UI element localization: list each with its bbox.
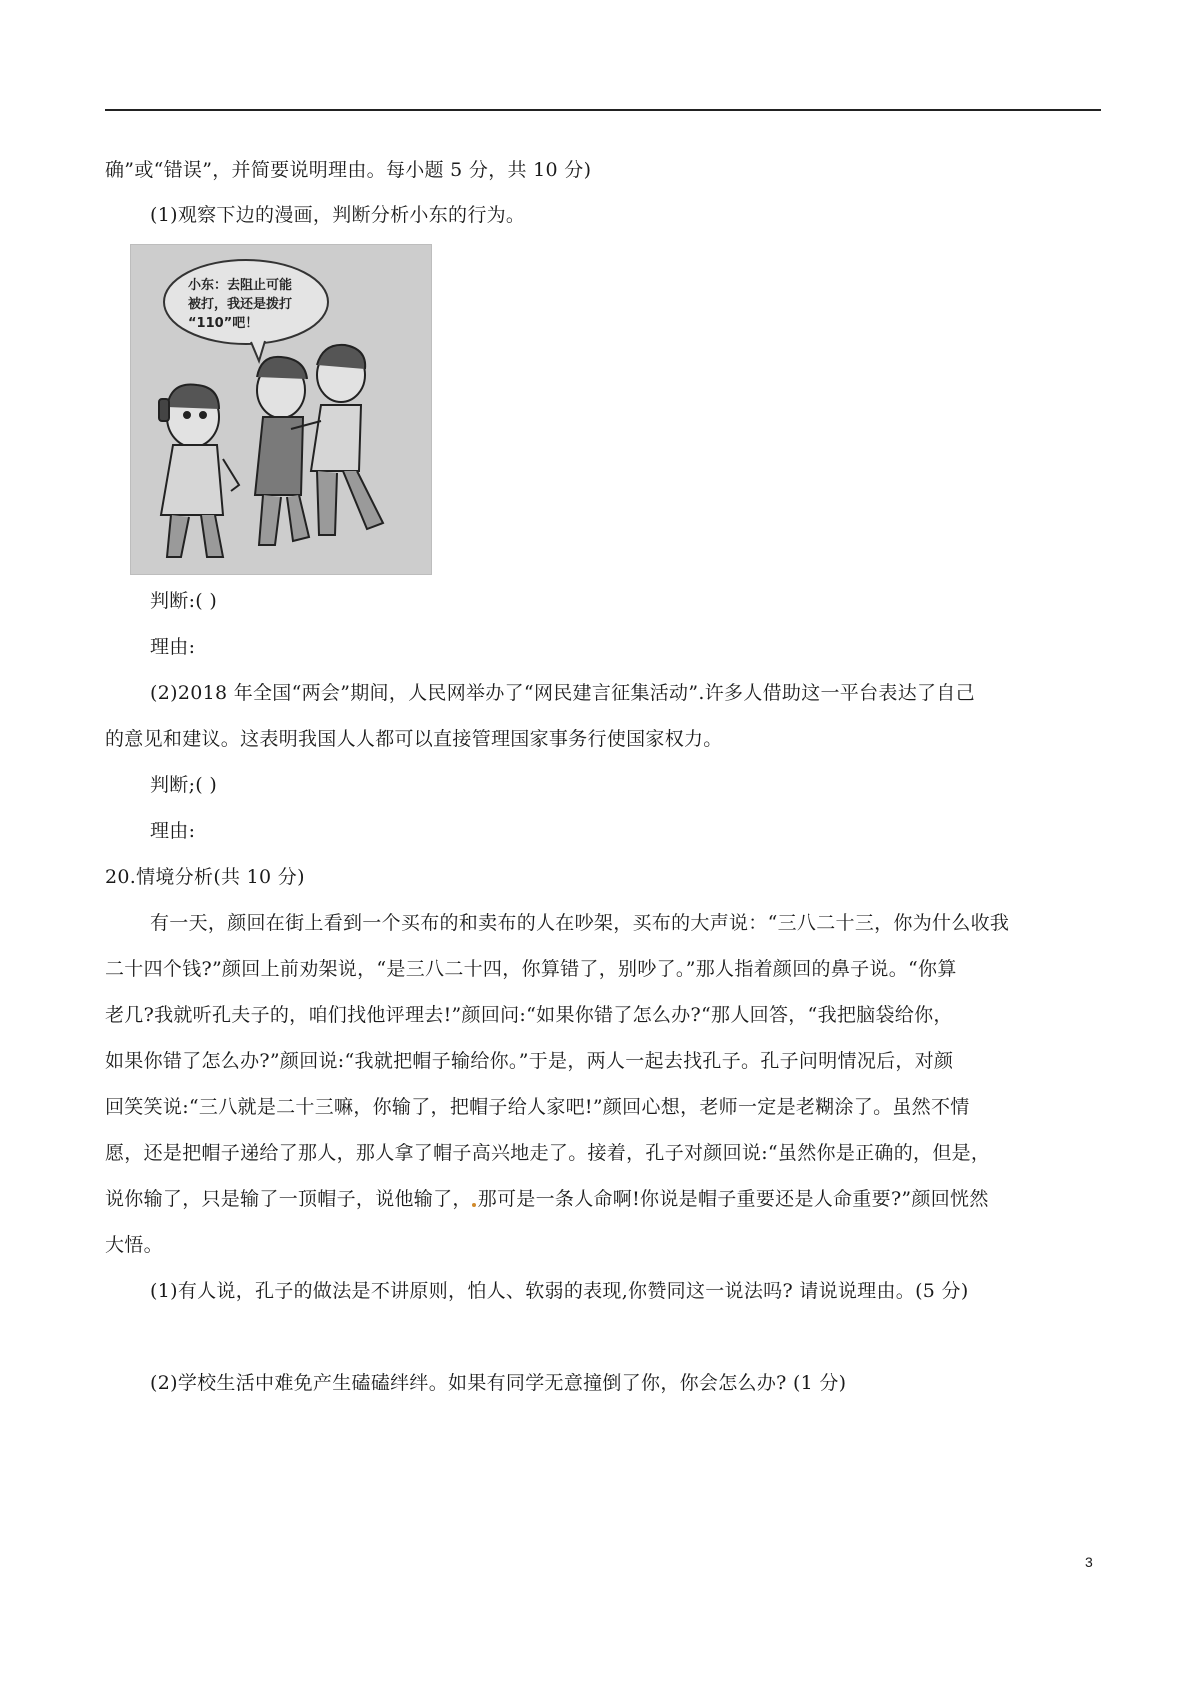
bubble-line-1: 小东：去阻止可能 bbox=[188, 278, 293, 293]
q20-story-line: 老几?我就听孔夫子的，咱们找他评理去!”颜回问:“如果你错了怎么办?“那人回答，“我把脑袋给你， bbox=[105, 1004, 953, 1026]
q20-story-line-7-head: 说你输了，只是输了一顶帽子，说他输了， bbox=[105, 1188, 472, 1210]
intro-line: 确”或“错误”，并简要说明理由。每小题 5 分，共 10 分) bbox=[105, 159, 592, 181]
q20-story-line: 大悟。 bbox=[105, 1234, 163, 1256]
q20-heading: 20.情境分析(共 10 分) bbox=[105, 866, 305, 888]
q19-1-judge: 判断:( ) bbox=[150, 590, 218, 612]
q19-2-reason: 理由: bbox=[150, 820, 196, 842]
q20-story-line-7-tail: 那可是一条人命啊!你说是帽子重要还是人命重要?”颜回恍然 bbox=[477, 1188, 989, 1210]
q20-story-line: 如果你错了怎么办?”颜回说:“我就把帽子输给你。”于是，两人一起去找孔子。孔子问明情况后，对颜 bbox=[105, 1050, 954, 1072]
q19-2-text-line1: (2)2018 年全国“两会”期间，人民网举办了“网民建言征集活动”.许多人借助这一平台表达了自己 bbox=[150, 682, 975, 704]
comic-image bbox=[130, 244, 432, 575]
q20-story-line-7 bbox=[105, 1187, 989, 1211]
page-number: 3 bbox=[1085, 1554, 1093, 1570]
q19-2-judge: 判断;( ) bbox=[150, 774, 218, 796]
q19-1-prompt: (1)观察下边的漫画，判断分析小东的行为。 bbox=[150, 204, 526, 226]
stray-dot-mark bbox=[472, 1203, 476, 1207]
q19-2-text-line2: 的意见和建议。这表明我国人人都可以直接管理国家事务行使国家权力。 bbox=[105, 728, 723, 750]
bubble-line-2: 被打，我还是拨打 bbox=[188, 297, 293, 312]
bubble-line-3: “110”吧！ bbox=[188, 316, 259, 331]
q20-sub2: (2)学校生活中难免产生磕磕绊绊。如果有同学无意撞倒了你，你会怎么办? (1 分) bbox=[150, 1372, 847, 1394]
header-rule bbox=[105, 109, 1101, 111]
q19-1-reason: 理由: bbox=[150, 636, 196, 658]
q20-story-line: 愿，还是把帽子递给了那人，那人拿了帽子高兴地走了。接着，孔子对颜回说:“虽然你是正确的，但是， bbox=[105, 1142, 991, 1164]
q20-story-line: 二十四个钱?”颜回上前劝架说，“是三八二十四，你算错了，别吵了。”那人指着颜回的鼻子说。“你算 bbox=[105, 958, 957, 980]
q20-sub1: (1)有人说，孔子的做法是不讲原则，怕人、软弱的表现,你赞同这一说法吗? 请说说理由。(5 分) bbox=[150, 1280, 969, 1302]
q20-story-line: 有一天，颜回在街上看到一个买布的和卖布的人在吵架，买布的大声说：“三八二十三，你为什么收我 bbox=[150, 912, 1010, 934]
q20-story-line: 回笑笑说:“三八就是二十三嘛，你输了，把帽子给人家吧!”颜回心想，老师一定是老糊涂了。虽然不情 bbox=[105, 1096, 970, 1118]
